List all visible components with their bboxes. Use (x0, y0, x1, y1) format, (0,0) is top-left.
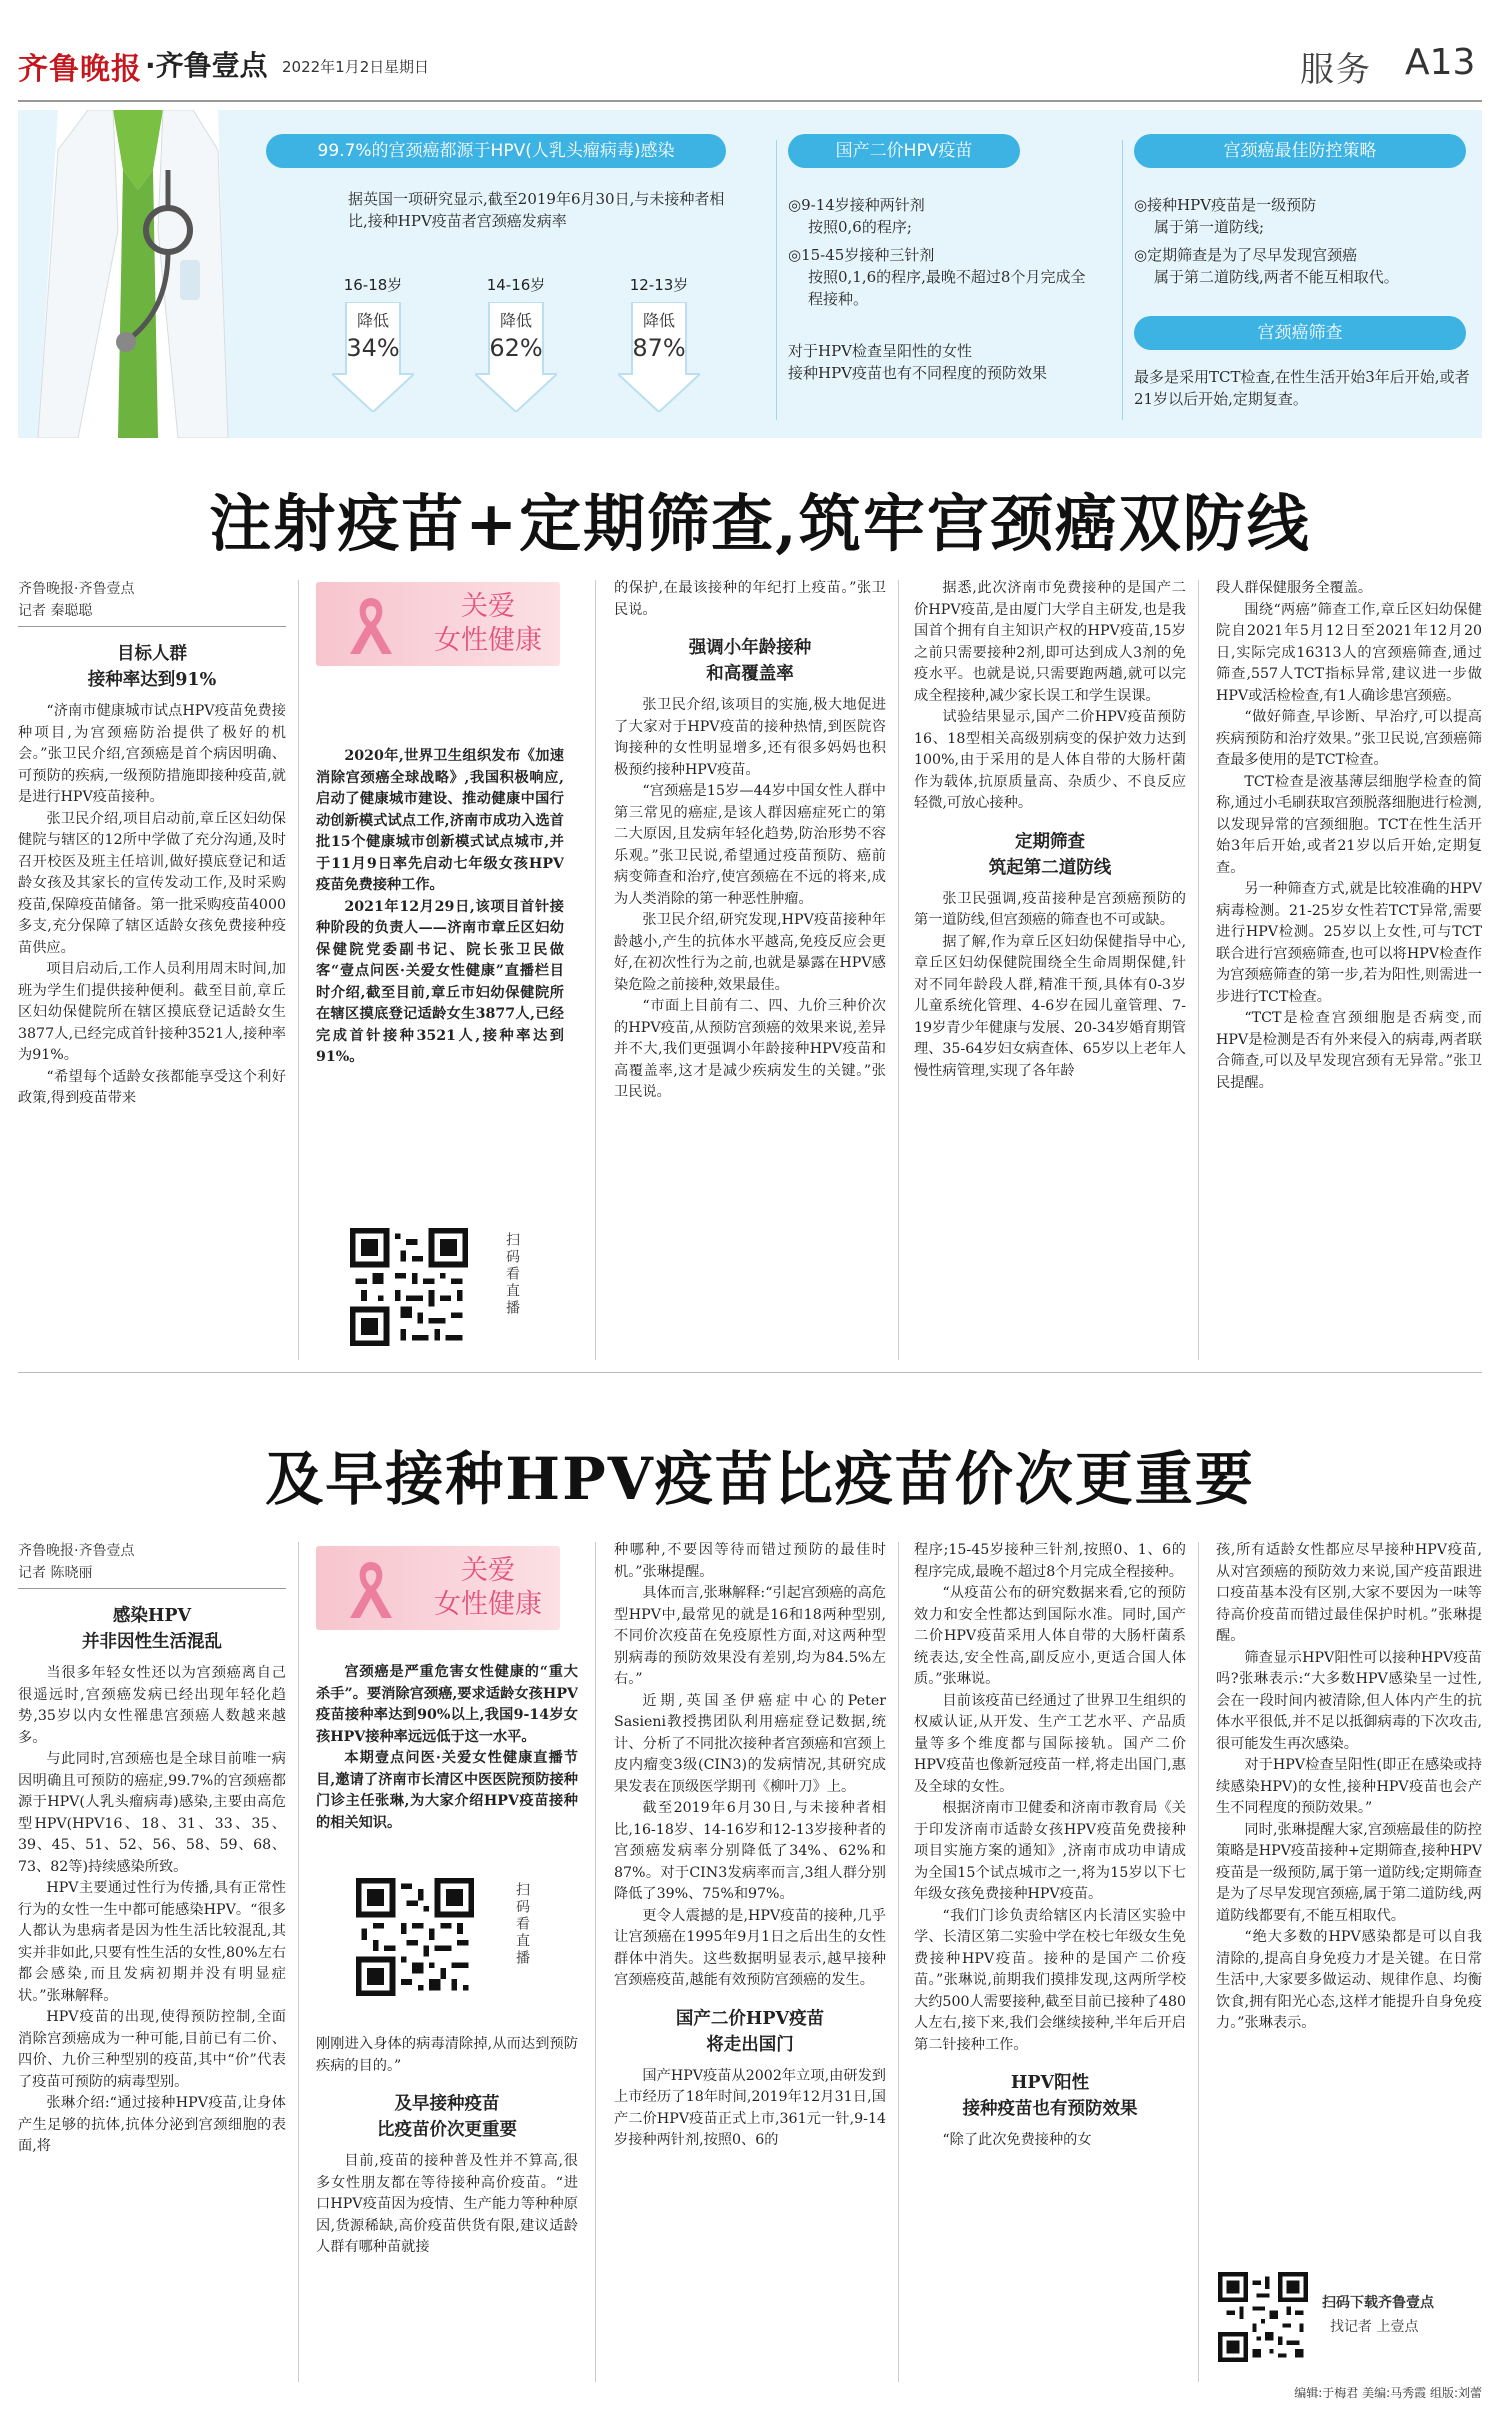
article2-col2 (316, 2034, 578, 2384)
paragraph: 具体而言,张琳解释:“引起宫颈癌的高危型HPV中,最常见的就是16和18两种型别,不同价次疫苗在免疫原性方面,对这两种型别病毒的预防效果没有差别,均为84.5%左右。” (614, 1585, 886, 1687)
paragraph: 国产HPV疫苗从2002年立项,由研发到上市经历了18年时间,2019年12月31日,国产二价HPV疫苗正式上市,361元一针,9-14岁接种两针剂,按照0、6的 (614, 2067, 886, 2148)
stat-title-pill: 99.7%的宫颈癌都源于HPV(人乳头瘤病毒)感染 (266, 134, 726, 168)
column-rule (898, 580, 899, 1360)
paragraph: “市面上目前有二、四、九价三种价次的HPV疫苗,从预防宫颈癌的效果来说,差异并不大,我们更强调小年龄接种HPV疫苗和高覆盖率,这才是减少疾病发生的关键。”张卫民说。 (614, 998, 886, 1100)
qr-caption: 扫码看直播 (504, 1232, 520, 1317)
care-title-1: 关爱 (461, 1555, 515, 1586)
doctor-illustration (18, 110, 258, 438)
care-banner (316, 1546, 560, 1630)
paragraph: 张卫民强调,疫苗接种是宫颈癌预防的第一道防线,但宫颈癌的筛查也不可或缺。 (914, 890, 1186, 928)
paragraph: HPV主要通过性行为传播,具有正常性行为的女性一生中都可能感染HPV。“很多人都认为患病者是因为性生活比较混乱,其实并非如此,只要有性生活的女性,80%左右都会感染,而且发病初期并没有明显症状。”张琳解释。 (18, 1880, 286, 2004)
paragraph: 2020年,世界卫生组织发布《加速消除宫颈癌全球战略》,我国积极响应,启动了健康城市建设、推动健康中国行动创新模式试点工作,济南市成功入选首批15个健康城市创新模式试点城市,并于11月9日率先启动七年级女孩HPV疫苗免费接种工作。 (316, 748, 564, 893)
article2-col1 (18, 1540, 286, 2380)
paragraph: “绝大多数的HPV感染都是可以自我清除的,提高自身免疫力才是关键。在日常生活中,大家要多做运动、规律作息、均衡饮食,拥有阳光心态,这样才能提升自身免疫力。”张琳表示。 (1216, 1929, 1482, 2031)
article1-col1-subhead: 目标人群 接种率达到91% (87, 644, 217, 690)
infographic-panel (18, 110, 1482, 438)
care-title-2: 女性健康 (434, 625, 542, 656)
paragraph: 程序;15-45岁接种三针剂,按照0、1、6的程序完成,最晚不超过8个月完成全程接种。 (914, 1542, 1186, 1580)
pink-ribbon-icon (336, 592, 406, 658)
article1-reporter: 记者 秦聪聪 (18, 600, 286, 627)
paragraph: “我们门诊负责给辖区内长清区实验中学、长清区第二实验中学在校七年级女生免费接种HPV疫苗。接种的是国产二价疫苗。”张琳说,前期我们摸排发现,这两所学校大约500人需要接种,截至目前已接种了480人左右,接下来,我们会继续接种,半年后开启第二针接种工作。 (914, 1907, 1186, 2053)
article2-headline: 及早接种HPV疫苗比疫苗价次更重要 (265, 1445, 1255, 1513)
panel-divider-2 (1122, 140, 1123, 420)
paragraph: HPV疫苗的出现,使得预防控制,全面消除宫颈癌成为一种可能,目前已有二价、四价、九价三种型别的疫苗,其中“价”代表了疫苗可预防的病毒型别。 (18, 2009, 286, 2090)
paragraph: “除了此次免费接种的女 (942, 2132, 1092, 2148)
paragraph: 据悉,此次济南市免费接种的是国产二价HPV疫苗,是由厦门大学自主研发,也是我国首个拥有自主知识产权的HPV疫苗,15岁之前只需要接种2剂,即可达到成人3剂的免疫水平。也就是说,只需要跑两趟,就可以完成全程接种,减少家长误工和学生误课。 (914, 580, 1186, 704)
article1-col4-subhead: 定期筛查 筑起第二道防线 (988, 831, 1112, 878)
paragraph: 孩,所有适龄女性都应尽早接种HPV疫苗,从对宫颈癌的预防效力来说,国产疫苗跟进口疫苗基本没有区别,大家不要因为一味等待高价疫苗而错过最佳保护时机。”张琳提醒。 (1216, 1542, 1482, 1644)
app-download-caption: 扫码下载齐鲁壹点 (1322, 2295, 1434, 2311)
app-logo: ·齐鲁壹点 (145, 49, 268, 82)
paragraph: 与此同时,宫颈癌也是全球目前唯一病因明确且可预防的癌症,99.7%的宫颈癌都源于HPV(人乳头瘤病毒)感染,主要由高危型HPV(HPV16、18、31、33、35、39、45、51、52、56、58、59、68、73、82等)持续感染所致。 (18, 1751, 286, 1875)
strategy-line-3: ◎定期筛查是为了尽早发现宫颈癌 (1134, 246, 1358, 264)
paragraph: 目前该疫苗已经通过了世界卫生组织的权威认证,从开发、生产工艺水平、产品质量等多个维度都与国际接轨。国产二价HPV疫苗也像新冠疫苗一样,将走出国门,惠及全球的女性。 (914, 1692, 1186, 1795)
domestic-title-pill: 国产二价HPV疫苗 (788, 134, 1020, 168)
live-qr-code[interactable] (350, 1228, 468, 1346)
strategy-line-2: 属于第一道防线; (1154, 218, 1265, 236)
article2-col2-subhead: 及早接种疫苗 比疫苗价次更重要 (377, 2094, 517, 2140)
column-rule (1198, 1542, 1199, 2382)
paragraph: 对于HPV检查呈阳性(即正在感染或持续感染HPV)的女性,接种HPV疫苗也会产生不同程度的预防效果。” (1216, 1757, 1482, 1816)
section-divider (18, 1372, 1482, 1373)
app-qr-code[interactable] (1218, 2272, 1308, 2362)
masthead (0, 0, 1500, 100)
paragraph: 当很多年轻女性还以为宫颈癌离自己很遥远时,宫颈癌发病已经出现年轻化趋势,35岁以内女性罹患宫颈癌人数越来越多。 (18, 1665, 286, 1746)
issue-weekday: 星期日 (384, 58, 430, 76)
article2-source: 齐鲁晚报·齐鲁壹点 (18, 1543, 135, 1559)
article2-col3 (614, 1540, 886, 2384)
paragraph: “济南市健康城市试点HPV疫苗免费接种项目,为宫颈癌防治提供了极好的机会。”张卫民介绍,宫颈癌是首个病因明确、可预防的疾病,一级预防措施即接种疫苗,就是进行HPV疫苗接种。 (18, 703, 286, 805)
paragraph: 另一种筛查方式,就是比较准确的HPV病毒检测。21-25岁女性若TCT异常,需要进行HPV检测。25岁以上女性,可与TCT联合进行宫颈癌筛查,也可以将HPV检查作为宫颈癌筛查的第一步,若为阳性,则需进一步进行TCT检查。 (1216, 881, 1482, 1005)
paper-logo: 齐鲁晚报 (18, 52, 142, 87)
article2-reporter: 记者 陈晓丽 (18, 1562, 286, 1589)
article2-col5 (1216, 1540, 1482, 2260)
reduction-label-2: 降低 (499, 311, 532, 330)
article1-col4 (914, 578, 1186, 1358)
article2-col1-subhead: 感染HPV 并非因性生活混乱 (82, 1606, 222, 1652)
domestic-line-3: ◎15-45岁接种三针剂 (788, 246, 935, 264)
paragraph: 筛查显示HPV阳性可以接种HPV疫苗吗?张琳表示:“大多数HPV感染呈一过性,会在一段时间内被清除,但人体内产生的抗体水平很低,并不足以抵御病毒的下次攻击,很可能发生再次感染。 (1216, 1649, 1482, 1752)
article2-col4 (914, 1540, 1186, 2384)
paragraph: 2021年12月29日,该项目首针接种阶段的负责人——济南市章丘区妇幼保健院党委副书记、院长张卫民做客“壹点问医·关爱女性健康”直播栏目时介绍,截至目前,章丘市妇幼保健院所在辖区摸底登记适龄女生3877人,已经完成首针接种3521人,接种率达到91%。 (316, 898, 564, 1065)
paragraph: 截至2019年6月30日,与未接种者相比,16-18岁、14-16岁和12-13岁接种者的宫颈癌发病率分别降低了34%、62%和87%。对于CIN3发病率而言,3组人群分别降低了39%、75%和97%。 (614, 1800, 886, 1902)
reduction-pct-3: 87% (632, 334, 686, 362)
article1-col2 (316, 676, 564, 1216)
screening-text: 最多是采用TCT检查,在性生活开始3年后开始,或者21岁以后开始,定期复查。 (1134, 368, 1470, 408)
paragraph: 根据济南市卫健委和济南市教育局《关于印发济南市适龄女孩HPV疫苗免费接种项目实施方案的通知》,济南市成功申请成为全国15个试点城市之一,将为15岁以下七年级女孩免费接种HPV疫苗。 (914, 1800, 1186, 1902)
article2-col4-subhead: HPV阳性 接种疫苗也有预防效果 (962, 2073, 1138, 2119)
paragraph: 围绕“两癌”筛查工作,章丘区妇幼保健院自2021年5月12日至2021年12月20日,实际完成16313人的宫颈癌筛查,通过筛查,557人TCT指标异常,建议进一步做HPV或活检检查,有1人确诊患宫颈癌。 (1216, 601, 1482, 704)
domestic-line-1: ◎9-14岁接种两针剂 (788, 196, 925, 214)
paragraph: 张卫民介绍,项目启动前,章丘区妇幼保健院与辖区的12所中学做了充分沟通,及时召开校医及班主任培训,做好摸底登记和适龄女孩及其家长的宣传发动工作,及时采购疫苗,保障疫苗储备。第一批采购疫苗4000多支,充分保障了辖区适龄女孩免费接种疫苗供应。 (18, 810, 286, 956)
paragraph: 据了解,作为章丘区妇幼保健指导中心,章丘区妇幼保健院围绕全生命周期保健,针对不同年龄段人群,精准干预,具体有0-3岁儿童系统化管理、4-6岁在园儿童管理、7-19岁青少年健康与发展、20-34岁婚育期管理、35-64岁妇女病查体、65岁以上老年人慢性病管理,实现了各年龄 (914, 933, 1186, 1079)
strategy-title-pill: 宫颈癌最佳防控策略 (1134, 134, 1466, 168)
care-title-1: 关爱 (461, 591, 515, 622)
live-qr-code[interactable] (356, 1878, 474, 1996)
reduction-label-1: 降低 (356, 311, 389, 330)
paragraph: “宫颈癌是15岁—44岁中国女性人群中第三常见的癌症,是该人群因癌症死亡的第二大原因,且发病年轻化趋势,防治形势不容乐观。”张卫民说,希望通过疫苗预防、癌前病变筛查和治疗,使宫颈癌在不远的将来,成为人类消除的第一种恶性肿瘤。 (614, 783, 886, 907)
care-banner (316, 582, 560, 666)
domestic-line-6: 接种HPV疫苗也有不同程度的预防效果 (788, 364, 1048, 382)
paragraph: 同时,张琳提醒大家,宫颈癌最佳的防控策略是HPV疫苗接种+定期筛查,接种HPV疫苗是一级预防,属于第一道防线;定期筛查是为了尽早发现宫颈癌,属于第二道防线,两道防线都要有,不能互相取代。 (1216, 1821, 1482, 1924)
domestic-line-5: 对于HPV检查呈阳性的女性 (788, 342, 973, 360)
column-rule (1198, 580, 1199, 1360)
column-rule (595, 1542, 596, 2382)
paragraph: 张卫民介绍,该项目的实施,极大地促进了大家对于HPV疫苗的接种热情,到医院咨询接种的女性明显增多,还有很多妈妈也积极预约接种HPV疫苗。 (614, 697, 886, 778)
pink-ribbon-icon (336, 1556, 406, 1622)
paragraph: 本期壹点问医·关爱女性健康直播节目,邀请了济南市长清区中医医院预防接种门诊主任张琳,为大家介绍HPV疫苗接种的相关知识。 (316, 1750, 578, 1831)
strategy-line-4: 属于第二道防线,两者不能互相取代。 (1154, 268, 1399, 286)
qr-caption: 扫码看直播 (514, 1882, 530, 1967)
section-name: 服务 (1300, 50, 1372, 90)
page-credits: 编辑:于梅君 美编:马秀霞 组版:刘蕾 (1294, 2386, 1482, 2400)
strategy-line-1: ◎接种HPV疫苗是一级预防 (1134, 196, 1317, 214)
app-reporter-caption: 找记者 上壹点 (1330, 2319, 1419, 2335)
panel-divider-1 (776, 140, 777, 420)
article1-col1 (18, 578, 286, 1358)
column-rule (298, 580, 299, 1360)
paragraph: 近期,英国圣伊癌症中心的Peter Sasieni教授携团队利用癌症登记数据,统计、分析了不同批次接种者宫颈癌和宫颈上皮内瘤变3级(CIN3)的发病情况,其研究成果发表在顶级医学期刊《柳叶刀》上。 (614, 1692, 886, 1795)
page-number: A13 (1405, 42, 1476, 83)
article1-col5 (1216, 578, 1482, 1358)
screening-title-pill: 宫颈癌筛查 (1134, 316, 1466, 350)
article1-headline: 注射疫苗+定期筛查,筑牢宫颈癌双防线 (209, 487, 1311, 560)
paragraph: 张琳介绍:“通过接种HPV疫苗,让身体产生足够的抗体,抗体分泌到宫颈细胞的表面,将 (18, 2095, 286, 2154)
reduction-pct-2: 62% (489, 334, 543, 362)
article2-col3-subhead: 国产二价HPV疫苗 将走出国门 (675, 2008, 825, 2055)
paragraph: 宫颈癌是严重危害女性健康的“重大杀手”。要消除宫颈癌,要求适龄女孩HPV疫苗接种率达到90%以上,我国9-14岁女孩HPV接种率远远低于这一水平。 (316, 1664, 578, 1745)
article1-col3 (614, 578, 886, 1358)
reduction-pct-1: 34% (346, 334, 400, 362)
domestic-line-2: 按照0,6的程序; (808, 218, 912, 236)
paragraph: 的保护,在最该接种的年纪打上疫苗。”张卫民说。 (614, 580, 886, 618)
paragraph: “希望每个适龄女孩都能享受这个利好政策,得到疫苗带来 (18, 1068, 286, 1106)
article2-col2-intro (316, 1662, 578, 1862)
paragraph: 刚刚进入身体的病毒清除掉,从而达到预防疾病的目的。” (316, 2036, 578, 2074)
masthead-rule (18, 100, 1482, 102)
care-title-2: 女性健康 (434, 1589, 542, 1620)
paragraph: 试验结果显示,国产二价HPV疫苗预防16、18型相关高级别病变的保护效力达到100%,由于采用的是人体自带的大肠杆菌作为载体,抗原质量高、杂质少、不良反应轻微,可放心接种。 (914, 709, 1186, 811)
paragraph: 目前,疫苗的接种普及性并不算高,很多女性朋友都在等待接种高价疫苗。“进口HPV疫苗因为疫情、生产能力等种种原因,货源稀缺,高价疫苗供货有限,建议适龄人群有哪种苗就接 (316, 2153, 578, 2255)
paragraph: 段人群保健服务全覆盖。 (1216, 580, 1373, 596)
paragraph: 更令人震撼的是,HPV疫苗的接种,几乎让宫颈癌在1995年9月1日之后出生的女性群体中消失。这些数据明显表示,越早接种宫颈癌疫苗,越能有效预防宫颈癌的发生。 (614, 1907, 886, 1988)
age-label-2: 14-16岁 (486, 276, 546, 294)
age-label-1: 16-18岁 (343, 276, 403, 294)
article1-col3-subhead: 强调小年龄接种 和高覆盖率 (688, 638, 812, 684)
paragraph: 种哪种,不要因等待而错过预防的最佳时机。”张琳提醒。 (614, 1542, 886, 1580)
paragraph: TCT检查是液基薄层细胞学检查的简称,通过小毛刷获取宫颈脱落细胞进行检测,以发现异常的宫颈细胞。TCT在性生活开始3年后开始,或者21岁以后开始,定期复查。 (1216, 773, 1482, 876)
stat-text: 据英国一项研究显示,截至2019年6月30日,与未接种者相比,接种HPV疫苗者宫颈癌发病率 (348, 190, 725, 230)
column-rule (595, 580, 596, 1360)
column-rule (898, 1542, 899, 2382)
paragraph: “做好筛查,早诊断、早治疗,可以提高疾病预防和治疗效果。”张卫民说,宫颈癌筛查最多使用的是TCT检查。 (1216, 709, 1482, 768)
paragraph: 张卫民介绍,研究发现,HPV疫苗接种年龄越小,产生的抗体水平越高,免疫反应会更好,在初次性行为之前,也就是暴露在HPV感染危险之前接种,效果最佳。 (614, 912, 886, 993)
article1-source: 齐鲁晚报·齐鲁壹点 (18, 581, 135, 597)
paragraph: “TCT是检查宫颈细胞是否病变,而HPV是检测是否有外来侵入的病毒,两者联合筛查,可以及早发现宫颈有无异常。”张卫民提醒。 (1216, 1010, 1482, 1091)
paragraph: “从疫苗公布的研究数据来看,它的预防效力和安全性都达到国际水准。同时,国产二价HPV疫苗采用人体自带的大肠杆菌系统表达,安全性高,副反应小,更适合国人体质。”张琳说。 (914, 1585, 1186, 1687)
issue-date: 2022年1月2日 (282, 58, 385, 76)
reduction-label-3: 降低 (642, 311, 675, 330)
column-rule (298, 1542, 299, 2382)
age-label-3: 12-13岁 (629, 276, 689, 294)
paragraph: 项目启动后,工作人员利用周末时间,加班为学生们提供接种便利。截至目前,章丘区妇幼保健院所在辖区摸底登记适龄女生3877人,已经完成首针接种3521人,接种率为91%。 (18, 961, 286, 1063)
domestic-line-4: 按照0,1,6的程序,最晚不超过8个月完成全程接种。 (808, 268, 1086, 308)
